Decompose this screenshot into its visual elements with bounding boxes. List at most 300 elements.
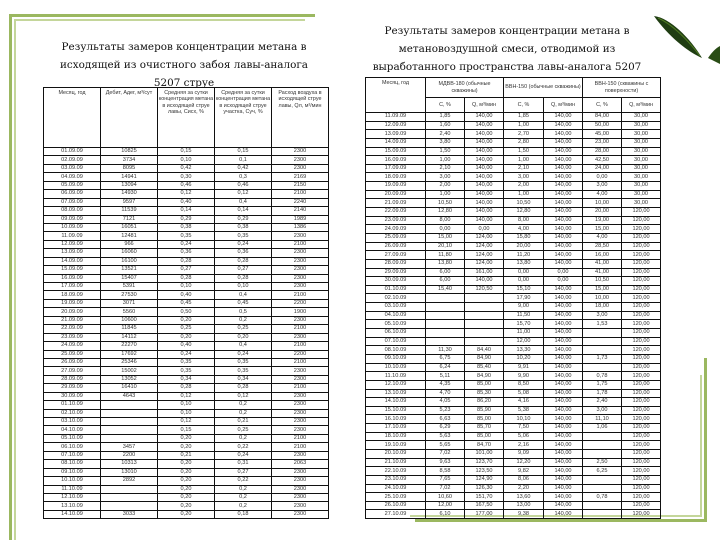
- left-header-cell: Средняя за сутки концентрация метана в исходящей струе участка, Суч, %: [215, 88, 272, 148]
- table-cell: 07.10.09: [44, 451, 101, 459]
- table-cell: 6,00: [426, 268, 465, 277]
- table-cell: 140,00: [544, 484, 583, 493]
- table-cell: 2300: [272, 426, 329, 434]
- table-cell: 124,00: [465, 242, 504, 251]
- table-row: [44, 156, 329, 164]
- table-row: [366, 432, 661, 441]
- table-cell: 06.10.09: [366, 329, 426, 338]
- table-cell: 0,10: [158, 401, 215, 409]
- table-cell: 02.10.09: [44, 409, 101, 417]
- table-cell: 140,00: [465, 277, 504, 286]
- table-row: [366, 510, 661, 519]
- table-row: [44, 283, 329, 291]
- table-cell: 140,00: [544, 208, 583, 217]
- table-cell: 0,29: [215, 215, 272, 223]
- table-cell: 20.09.09: [366, 190, 426, 199]
- table-cell: 01.10.09: [366, 285, 426, 294]
- table-cell: 120,00: [622, 449, 661, 458]
- table-cell: 1,00: [504, 121, 544, 130]
- table-cell: 11,30: [426, 346, 465, 355]
- table-cell: 0,40: [158, 342, 215, 350]
- table-cell: 09.10.09: [44, 468, 101, 476]
- table-cell: 2300: [272, 333, 329, 341]
- table-cell: 3,00: [583, 182, 622, 191]
- table-cell: 15,70: [504, 320, 544, 329]
- table-cell: 25.09.09: [366, 233, 426, 242]
- table-cell: 08.10.09: [44, 460, 101, 468]
- table-cell: 04.10.09: [366, 311, 426, 320]
- table-row: [366, 190, 661, 199]
- table-cell: 84,40: [465, 346, 504, 355]
- table-cell: 6,25: [583, 467, 622, 476]
- table-cell: 10,50: [426, 199, 465, 208]
- table-cell: 120,00: [622, 311, 661, 320]
- table-cell: 140,00: [544, 199, 583, 208]
- table-cell: 0,18: [215, 510, 272, 518]
- table-cell: 0,35: [215, 358, 272, 366]
- table-cell: 161,00: [465, 268, 504, 277]
- table-row: [366, 467, 661, 476]
- table-cell: 14.09.09: [44, 257, 101, 265]
- table-cell: 23.10.09: [366, 475, 426, 484]
- table-cell: 04.09.09: [44, 173, 101, 181]
- table-cell: 15.10.09: [366, 406, 426, 415]
- table-cell: 06.10.09: [44, 443, 101, 451]
- table-cell: 2240: [272, 198, 329, 206]
- table-cell: 28.09.09: [44, 375, 101, 383]
- table-cell: [101, 418, 158, 426]
- table-cell: 8,58: [426, 467, 465, 476]
- table-cell: 25.10.09: [366, 493, 426, 502]
- table-row: [44, 198, 329, 206]
- table-cell: 140,00: [544, 493, 583, 502]
- table-row: [44, 240, 329, 248]
- table-row: [44, 308, 329, 316]
- table-cell: 0,20: [158, 316, 215, 324]
- table-cell: 26.09.09: [44, 358, 101, 366]
- right-subheader-cell: Q, м³/мин: [544, 98, 583, 113]
- table-cell: [465, 303, 504, 312]
- table-cell: 19.10.09: [366, 441, 426, 450]
- table-cell: 10,20: [504, 354, 544, 363]
- table-cell: 120,00: [622, 329, 661, 338]
- table-cell: 45,00: [583, 130, 622, 139]
- table-cell: [426, 337, 465, 346]
- table-cell: 18.09.09: [366, 173, 426, 182]
- table-row: [366, 475, 661, 484]
- table-cell: 140,00: [465, 190, 504, 199]
- table-cell: 05.10.09: [44, 434, 101, 442]
- table-cell: 0,31: [215, 460, 272, 468]
- table-cell: 5,38: [504, 406, 544, 415]
- table-cell: 124,90: [465, 475, 504, 484]
- table-cell: 15,00: [426, 233, 465, 242]
- table-cell: 3,00: [583, 406, 622, 415]
- table-cell: 10313: [101, 460, 158, 468]
- table-cell: [583, 441, 622, 450]
- table-cell: 01.09.09: [44, 148, 101, 156]
- frame-left-bar-inner: [14, 19, 16, 540]
- table-cell: 140,00: [544, 424, 583, 433]
- table-row: [366, 303, 661, 312]
- table-cell: 140,00: [544, 242, 583, 251]
- table-cell: 140,00: [544, 406, 583, 415]
- table-cell: 30.09.09: [44, 392, 101, 400]
- table-cell: 1,50: [504, 147, 544, 156]
- table-row: [366, 259, 661, 268]
- table-cell: 120,00: [622, 251, 661, 260]
- table-cell: 16051: [101, 223, 158, 231]
- table-cell: 0,21: [215, 418, 272, 426]
- table-cell: 20,00: [504, 242, 544, 251]
- table-cell: 03.10.09: [366, 303, 426, 312]
- table-cell: 120,00: [622, 285, 661, 294]
- table-cell: 120,00: [622, 354, 661, 363]
- table-cell: 0,35: [215, 367, 272, 375]
- table-cell: 0,00: [544, 277, 583, 286]
- table-cell: 140,00: [544, 501, 583, 510]
- table-cell: 6,24: [426, 363, 465, 372]
- table-cell: 140,00: [544, 398, 583, 407]
- table-cell: 19.09.09: [44, 299, 101, 307]
- table-cell: 140,00: [544, 147, 583, 156]
- table-cell: 14112: [101, 333, 158, 341]
- frame-right-bar: [704, 358, 707, 522]
- table-cell: 1,85: [426, 113, 465, 122]
- table-row: [366, 311, 661, 320]
- table-cell: 2300: [272, 156, 329, 164]
- table-cell: 0,28: [158, 384, 215, 392]
- table-cell: 140,00: [544, 190, 583, 199]
- table-cell: 05.09.09: [44, 181, 101, 189]
- table-cell: 2300: [272, 274, 329, 282]
- table-cell: 24.10.09: [366, 484, 426, 493]
- table-cell: 2100: [272, 358, 329, 366]
- table-cell: [583, 363, 622, 372]
- table-cell: 0,25: [215, 325, 272, 333]
- table-cell: 23.09.09: [44, 333, 101, 341]
- table-cell: 6,75: [426, 354, 465, 363]
- table-cell: 0,35: [158, 367, 215, 375]
- table-row: [44, 401, 329, 409]
- table-cell: 25346: [101, 358, 158, 366]
- table-cell: 2300: [272, 493, 329, 501]
- table-cell: 15,40: [426, 285, 465, 294]
- table-cell: 12481: [101, 232, 158, 240]
- table-cell: 27.10.09: [366, 510, 426, 519]
- frame-bottom-bar: [415, 519, 707, 522]
- table-cell: 12.10.09: [366, 380, 426, 389]
- table-cell: 140,00: [544, 138, 583, 147]
- table-cell: 2,16: [504, 441, 544, 450]
- table-cell: 140,00: [544, 233, 583, 242]
- left-header-cell: Месяц, год: [44, 88, 101, 148]
- table-cell: 120,00: [622, 389, 661, 398]
- table-cell: 08.10.09: [366, 346, 426, 355]
- table-cell: 2892: [101, 477, 158, 485]
- table-row: [366, 380, 661, 389]
- table-cell: 02.09.09: [44, 156, 101, 164]
- table-cell: 8095: [101, 164, 158, 172]
- table-cell: 15407: [101, 274, 158, 282]
- table-row: [366, 182, 661, 191]
- table-cell: 15,80: [504, 233, 544, 242]
- table-row: [44, 249, 329, 257]
- table-row: [44, 418, 329, 426]
- right-header-date: Месяц, год: [366, 78, 426, 113]
- table-cell: 0,28: [215, 257, 272, 265]
- table-cell: 07.10.09: [366, 337, 426, 346]
- table-cell: 3,80: [426, 138, 465, 147]
- right-header-group: ВВН-150 (обычные скважины): [504, 78, 583, 98]
- table-cell: 2200: [272, 350, 329, 358]
- table-cell: 3,00: [583, 311, 622, 320]
- table-cell: 12,00: [504, 337, 544, 346]
- table-cell: 120,00: [622, 242, 661, 251]
- table-cell: 85,00: [465, 432, 504, 441]
- table-cell: 6,00: [426, 277, 465, 286]
- table-cell: 22270: [101, 342, 158, 350]
- table-cell: 28,00: [583, 147, 622, 156]
- table-cell: 14941: [101, 173, 158, 181]
- table-cell: 0,14: [215, 207, 272, 215]
- table-cell: 6,63: [426, 415, 465, 424]
- table-cell: 8,00: [426, 216, 465, 225]
- table-cell: 140,00: [544, 121, 583, 130]
- table-row: [44, 257, 329, 265]
- table-cell: 0,2: [215, 502, 272, 510]
- table-cell: [583, 432, 622, 441]
- table-cell: 24.09.09: [44, 342, 101, 350]
- table-row: [44, 316, 329, 324]
- table-cell: 8,50: [504, 380, 544, 389]
- table-cell: 0,24: [158, 350, 215, 358]
- table-cell: 0,22: [215, 477, 272, 485]
- table-cell: 16.10.09: [366, 415, 426, 424]
- table-cell: 84,00: [583, 113, 622, 122]
- frame-top-bar: [9, 14, 315, 17]
- table-cell: 2,10: [426, 164, 465, 173]
- table-cell: 140,00: [544, 389, 583, 398]
- table-cell: 13.10.09: [366, 389, 426, 398]
- table-cell: 13,60: [504, 493, 544, 502]
- table-cell: 12,20: [504, 458, 544, 467]
- table-cell: 966: [101, 240, 158, 248]
- table-cell: 140,00: [544, 303, 583, 312]
- table-cell: 3033: [101, 510, 158, 518]
- table-row: [366, 398, 661, 407]
- table-cell: 23,00: [583, 138, 622, 147]
- table-cell: 22.09.09: [44, 325, 101, 333]
- table-cell: 10.09.09: [44, 223, 101, 231]
- table-cell: 21.09.09: [44, 316, 101, 324]
- table-cell: 84,90: [465, 372, 504, 381]
- table-cell: 11539: [101, 207, 158, 215]
- right-subheader-cell: Q, м³/мин: [465, 98, 504, 113]
- table-cell: 120,00: [622, 458, 661, 467]
- table-row: [366, 251, 661, 260]
- table-cell: 140,00: [544, 285, 583, 294]
- table-cell: 101,00: [465, 449, 504, 458]
- table-cell: [426, 329, 465, 338]
- table-cell: 26.09.09: [366, 242, 426, 251]
- table-cell: 140,00: [465, 121, 504, 130]
- table-cell: 0,20: [158, 443, 215, 451]
- table-cell: 140,00: [544, 182, 583, 191]
- table-cell: 9597: [101, 198, 158, 206]
- table-cell: 140,00: [465, 164, 504, 173]
- table-cell: 30,00: [622, 173, 661, 182]
- table-cell: 21.10.09: [366, 458, 426, 467]
- table-cell: 17.09.09: [366, 164, 426, 173]
- table-cell: 1,53: [583, 320, 622, 329]
- table-cell: 2150: [272, 181, 329, 189]
- table-cell: 0,2: [215, 316, 272, 324]
- table-cell: 17.09.09: [44, 283, 101, 291]
- table-cell: 19,00: [583, 216, 622, 225]
- table-cell: 2300: [272, 257, 329, 265]
- table-cell: 0,12: [215, 392, 272, 400]
- table-cell: 0,5: [215, 308, 272, 316]
- table-cell: 30,00: [622, 138, 661, 147]
- table-cell: 4643: [101, 392, 158, 400]
- table-cell: 1,85: [504, 113, 544, 122]
- table-cell: 120,00: [622, 424, 661, 433]
- table-cell: [583, 337, 622, 346]
- table-cell: 0,24: [158, 240, 215, 248]
- table-row: [44, 342, 329, 350]
- table-cell: 03.10.09: [44, 418, 101, 426]
- table-cell: 167,50: [465, 501, 504, 510]
- table-cell: 4,05: [426, 398, 465, 407]
- table-cell: 30,00: [622, 182, 661, 191]
- table-cell: 140,00: [544, 346, 583, 355]
- table-row: [44, 299, 329, 307]
- table-cell: [426, 294, 465, 303]
- table-cell: 12.09.09: [366, 121, 426, 130]
- table-cell: 9,91: [504, 363, 544, 372]
- table-cell: 29.09.09: [44, 384, 101, 392]
- table-cell: 0,42: [158, 164, 215, 172]
- table-cell: 0,20: [158, 493, 215, 501]
- table-cell: 4,35: [426, 380, 465, 389]
- right-header-group: ВВН-150 (скважины с поверхности): [583, 78, 661, 98]
- table-cell: 177,00: [465, 510, 504, 519]
- table-cell: [426, 320, 465, 329]
- table-cell: 0,25: [158, 325, 215, 333]
- table-cell: 140,00: [544, 354, 583, 363]
- table-cell: 0,12: [215, 190, 272, 198]
- table-cell: 7,50: [504, 424, 544, 433]
- table-row: [366, 493, 661, 502]
- table-cell: [465, 320, 504, 329]
- table-cell: 1989: [272, 215, 329, 223]
- table-cell: 1,75: [583, 380, 622, 389]
- table-row: [366, 441, 661, 450]
- table-cell: 0,40: [158, 291, 215, 299]
- table-row: [366, 294, 661, 303]
- table-cell: 120,00: [622, 233, 661, 242]
- table-cell: 13.09.09: [44, 249, 101, 257]
- table-cell: 0,40: [158, 198, 215, 206]
- table-cell: 0,20: [158, 502, 215, 510]
- table-cell: 0,25: [215, 426, 272, 434]
- table-cell: 0,00: [504, 277, 544, 286]
- table-cell: 126,30: [465, 484, 504, 493]
- table-cell: 16410: [101, 384, 158, 392]
- table-row: [366, 354, 661, 363]
- table-cell: 140,00: [544, 432, 583, 441]
- table-cell: 85,70: [465, 424, 504, 433]
- table-cell: 16060: [101, 249, 158, 257]
- table-cell: 140,00: [544, 441, 583, 450]
- table-cell: 2300: [272, 409, 329, 417]
- table-cell: [583, 510, 622, 519]
- table-cell: 85,30: [465, 389, 504, 398]
- table-cell: 10,50: [583, 277, 622, 286]
- table-row: [366, 233, 661, 242]
- table-cell: 9,38: [504, 510, 544, 519]
- table-cell: 124,00: [465, 233, 504, 242]
- table-cell: 120,00: [622, 501, 661, 510]
- table-cell: 120,00: [622, 432, 661, 441]
- table-cell: 27.09.09: [44, 367, 101, 375]
- table-cell: 5,11: [426, 372, 465, 381]
- table-cell: 2300: [272, 510, 329, 518]
- table-cell: 17692: [101, 350, 158, 358]
- table-cell: 0,45: [215, 299, 272, 307]
- table-cell: 0,00: [465, 225, 504, 234]
- table-row: [366, 225, 661, 234]
- table-cell: 120,00: [622, 406, 661, 415]
- table-cell: 85,90: [465, 406, 504, 415]
- table-cell: [583, 501, 622, 510]
- frame-left-bar: [9, 14, 12, 540]
- table-cell: 2100: [272, 325, 329, 333]
- table-cell: 4,00: [583, 233, 622, 242]
- table-row: [44, 409, 329, 417]
- table-cell: [101, 434, 158, 442]
- table-cell: 2200: [272, 299, 329, 307]
- table-cell: 8,00: [504, 216, 544, 225]
- table-cell: 0,10: [158, 409, 215, 417]
- table-cell: 0,24: [215, 240, 272, 248]
- table-cell: 120,00: [622, 277, 661, 286]
- table-cell: 140,00: [544, 458, 583, 467]
- table-cell: 0,10: [215, 283, 272, 291]
- table-cell: 15,10: [504, 285, 544, 294]
- table-cell: 140,00: [544, 173, 583, 182]
- table-row: [44, 173, 329, 181]
- table-cell: 2,10: [504, 164, 544, 173]
- table-row: [366, 242, 661, 251]
- table-row: [366, 484, 661, 493]
- table-row: [366, 156, 661, 165]
- table-cell: 0,35: [158, 358, 215, 366]
- table-cell: 3734: [101, 156, 158, 164]
- table-cell: 14.10.09: [44, 510, 101, 518]
- table-cell: 2100: [272, 291, 329, 299]
- table-cell: 124,00: [465, 251, 504, 260]
- table-cell: 0,20: [158, 468, 215, 476]
- table-row: [366, 372, 661, 381]
- table-cell: [583, 329, 622, 338]
- table-cell: 0,27: [158, 266, 215, 274]
- table-cell: 18.10.09: [366, 432, 426, 441]
- table-row: [366, 337, 661, 346]
- table-cell: 3071: [101, 299, 158, 307]
- table-cell: 2300: [272, 502, 329, 510]
